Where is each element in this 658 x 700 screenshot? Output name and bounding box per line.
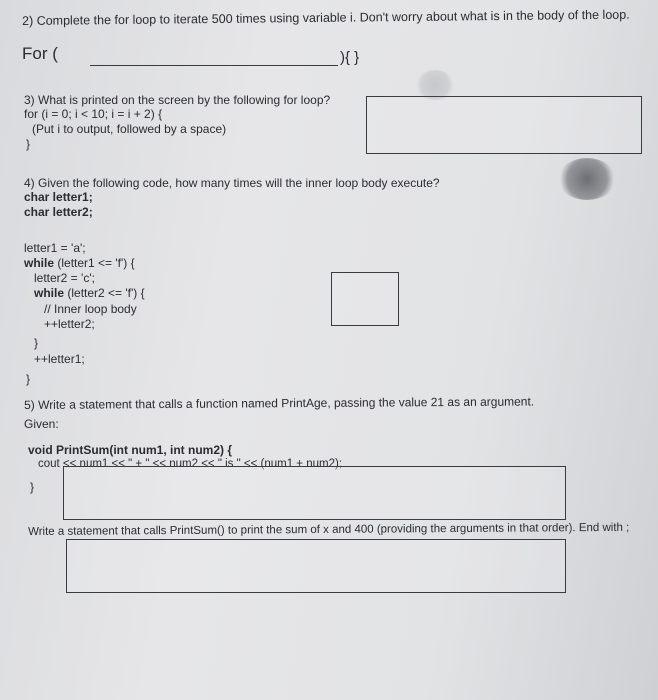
q5-given: Given: [24, 417, 59, 431]
q4-decl2: char letter2; [24, 205, 93, 219]
q4-code-line: } [34, 336, 39, 350]
q5-body: cout << num1 << " + " << num2 << " is " << (num1 + num2); [38, 458, 343, 470]
q4-code-line: while (letter1 <= 'f') { [24, 256, 135, 270]
q5-answer-box-2[interactable] [66, 539, 566, 593]
q5-answer-box-1[interactable] [63, 466, 566, 520]
smudge-mark [415, 70, 455, 100]
q4-code-text: (letter2 <= 'f') { [67, 286, 145, 300]
q5-close-brace: } [30, 480, 35, 494]
q4-code-line: ++letter1; [34, 352, 85, 366]
q4-code-line: // Inner loop body [44, 302, 137, 316]
q5-signature: void PrintSum(int num1, int num2) { [28, 443, 232, 457]
smudge-mark [558, 158, 616, 200]
q4-code-line: ++letter2; [44, 317, 95, 331]
q3-comment: (Put i to output, followed by a space) [32, 122, 227, 136]
q5-prompt: 5) Write a statement that calls a function named PrintAge, passing the value 21 as an argument. [24, 394, 535, 412]
q4-code-line: letter1 = 'a'; [24, 241, 86, 255]
q4-prompt: 4) Given the following code, how many times will the inner loop body execute? [24, 176, 440, 190]
q4-decl1: char letter1; [24, 190, 93, 204]
q2-prompt: 2) Complete the for loop to iterate 500 times using variable i. Don't worry about what is in the body of the loop. [22, 7, 630, 28]
q2-answer-blank[interactable] [90, 65, 338, 66]
q4-code-line: while (letter2 <= 'f') { [34, 286, 145, 300]
q3-answer-box[interactable] [366, 96, 642, 154]
q4-code-text: (letter1 <= 'f') { [57, 256, 135, 270]
q2-for-start: For ( [22, 44, 58, 63]
q2-for-end: ){ } [340, 49, 360, 66]
q4-code-line: } [26, 372, 31, 386]
q3-code-line: for (i = 0; i < 10; i = i + 2) { [24, 107, 163, 121]
q5-instruction: Write a statement that calls PrintSum() to print the sum of x and 400 (providing the arguments in that order). End with ; [28, 521, 630, 538]
q3-close-brace: } [26, 137, 31, 151]
q3-prompt: 3) What is printed on the screen by the following for loop? [24, 93, 331, 107]
q4-answer-box[interactable] [331, 272, 399, 326]
q4-code-line: letter2 = 'c'; [34, 271, 95, 285]
